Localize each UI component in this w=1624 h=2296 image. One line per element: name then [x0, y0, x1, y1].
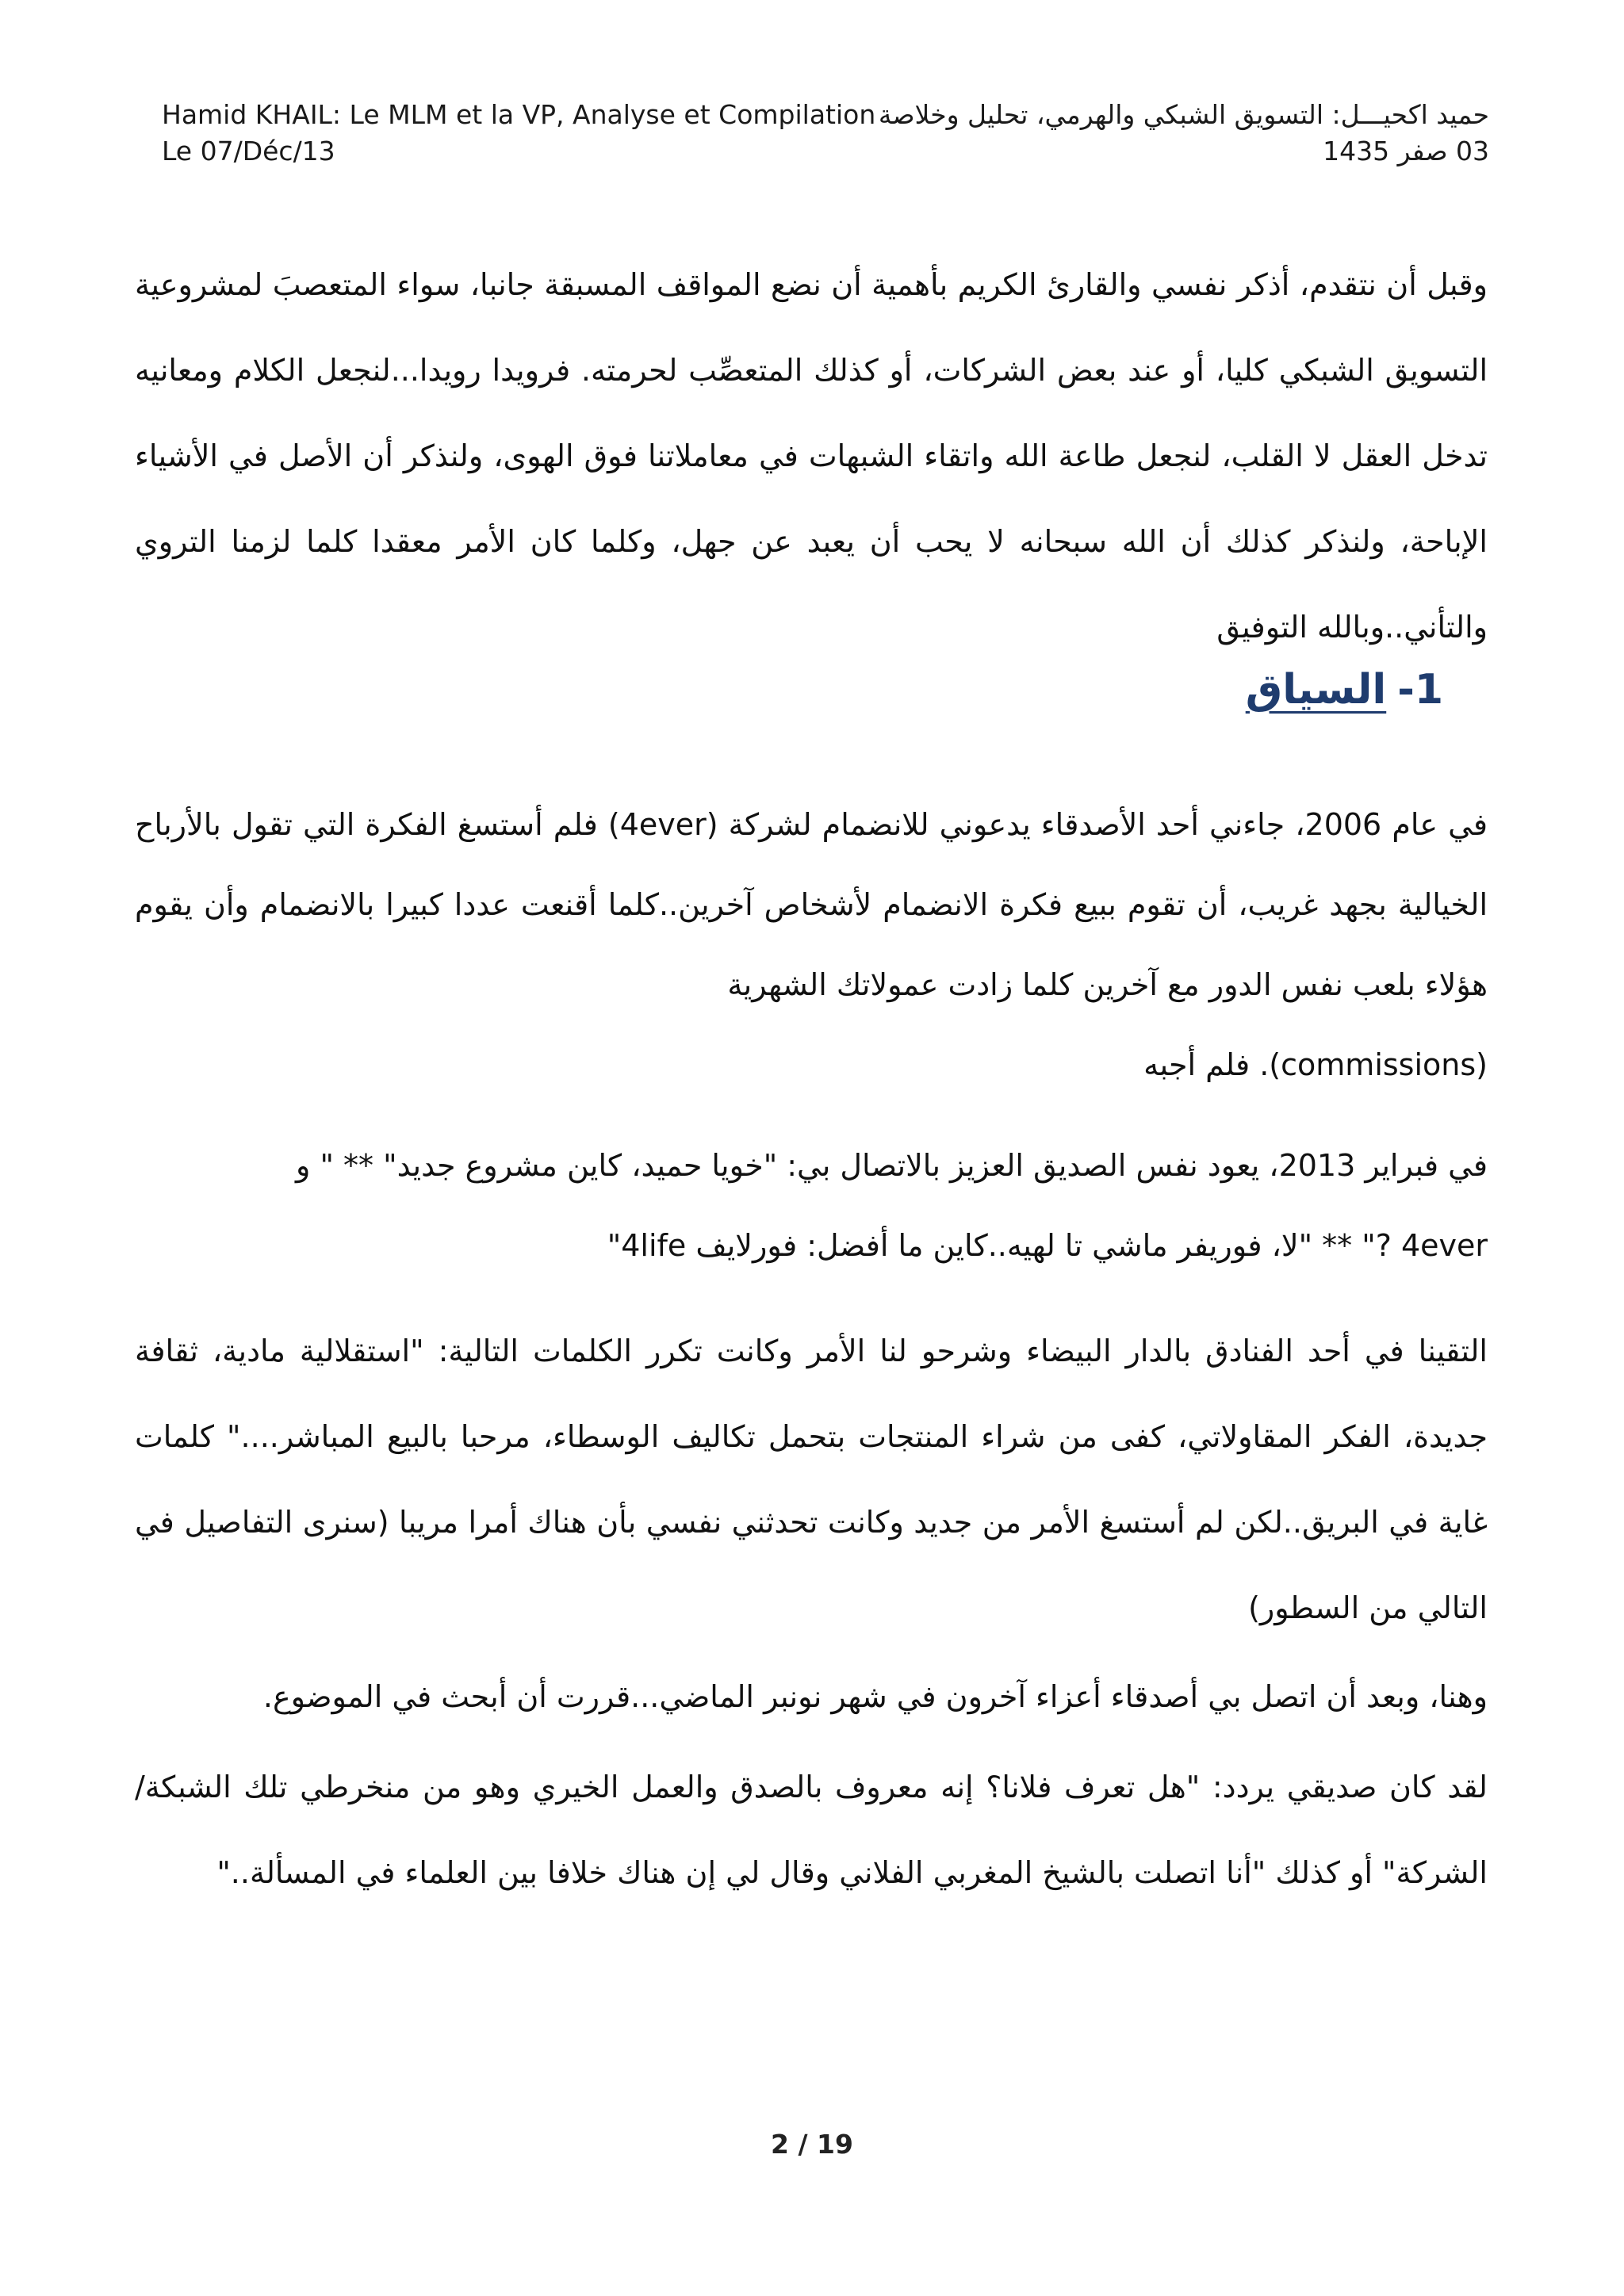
header-left-date: Le 07/Déc/13: [162, 136, 335, 166]
paragraph-february: [135, 1126, 1488, 1286]
header-left: [162, 97, 875, 170]
paragraph-november-text: وهنا، وبعد أن اتصل بي أصدقاء أعزاء آخرون في شهر نونبر الماضي...قررت أن أبحث في الموضوع.: [262, 1679, 1488, 1714]
paragraph-february-line2: 4ever ?" ** "لا، فوريفر ماشي تا لهيه..كاين ما أفضل: فورلايف 4life": [607, 1228, 1488, 1263]
paragraph-hotel: [135, 1308, 1488, 1651]
header-right-date: 03 صفر 1435: [1323, 136, 1489, 166]
header-right-title: حميد اكحيـــل: التسويق الشبكي والهرمي، تحليل وخلاصة: [878, 99, 1489, 130]
section-number: 1-: [1397, 666, 1443, 714]
section-title: السياق: [1245, 666, 1387, 714]
header-right: [879, 97, 1489, 170]
paragraph-february-line1: في فبراير 2013، يعود نفس الصديق العزيز بالاتصال بي: "خويا حميد، كاين مشروع جديد" ** " و: [296, 1148, 1488, 1183]
header-left-title: Hamid KHAIL: Le MLM et la VP, Analyse et Compilation: [162, 99, 876, 130]
paragraph-friend: [135, 1744, 1488, 1915]
paragraph-november: [135, 1657, 1488, 1736]
page-number: 2 / 19: [771, 2129, 853, 2160]
intro-text: وقبل أن نتقدم، أذكر نفسي والقارئ الكريم بأهمية أن نضع المواقف المسبقة جانبا، سواء المتعصبَ لمشروعية التسويق الشبكي كليا، أو عند بعض الشركات، أو كذلك المتعصِّب لحرمته. فرويدا رويدا...لنجعل الكلام ومعانيه تدخل العقل لا القلب، لنجعل طاعة الله واتقاء الشبهات في معاملاتنا فوق الهوى، ولنذكر أن الأصل في الأشياء الإباحة، ولنذكر كذلك أن الله سبحانه لا يحب أن يعبد عن جهل، وكلما كان الأمر معقدا كلما لزمنا التروي والتأني..وبالله التوفيق: [135, 267, 1488, 645]
paragraph-2006: [135, 785, 1488, 1105]
paragraph-hotel-text: التقينا في أحد الفنادق بالدار البيضاء وشرحو لنا الأمر وكانت تكرر الكلمات التالية: "استقلالية مادية، ثقافة جديدة، الفكر المقاولاتي، كفى من شراء المنتجات بتحمل تكاليف الوسطاء، مرحبا بالبيع المباشر...." كلمات غاية في البريق..لكن لم أستسغ الأمر من جديد وكانت تحدثني نفسي بأن هناك أمرا مريبا (سنرى التفاصيل في التالي من السطور): [135, 1334, 1488, 1625]
paragraph-2006-text: في عام 2006، جاءني أحد الأصدقاء يدعوني للانضمام لشركة (4ever) فلم أستسغ الفكرة التي تقول بالأرباح الخيالية بجهد غريب، أن تقوم ببيع فكرة الانضمام لأشخاص آخرين..كلما أقنعت عددا كبيرا بالانضمام وأن يقوم هؤلاء بلعب نفس الدور مع آخرين كلما زادت عمولاتك الشهرية: [135, 807, 1488, 1002]
intro-paragraph: [135, 242, 1488, 670]
section-heading: [1246, 666, 1443, 714]
paragraph-2006-end: (commissions). فلم أجبه: [1143, 1047, 1488, 1082]
paragraph-friend-text: لقد كان صديقي يردد: "هل تعرف فلانا؟ إنه معروف بالصدق والعمل الخيري وهو من منخرطي تلك الشبكة/الشركة" أو كذلك "أنا اتصلت بالشيخ المغربي الفلاني وقال لي إن هناك خلافا بين العلماء في المسألة..": [135, 1770, 1488, 1890]
